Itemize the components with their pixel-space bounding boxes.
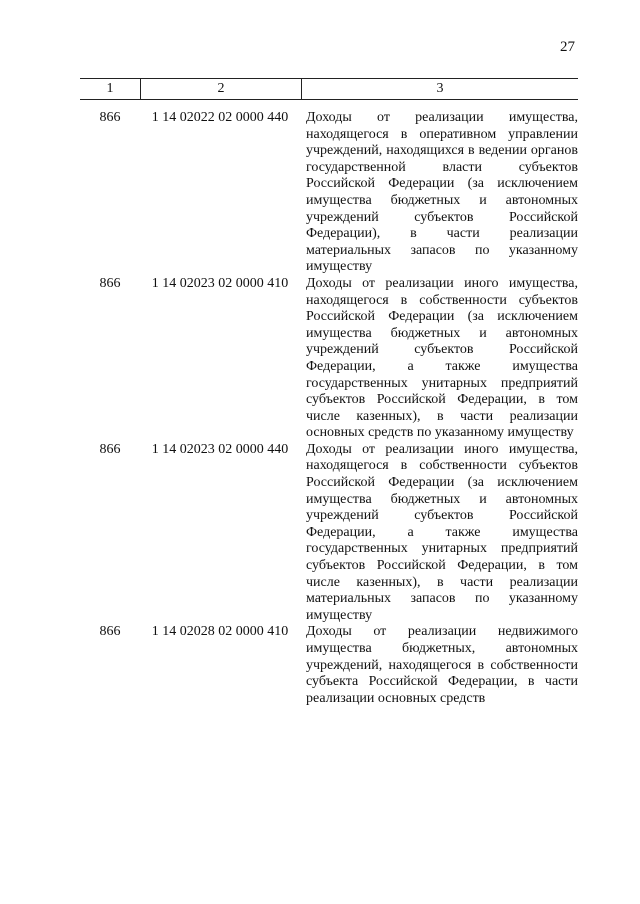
table-row [80, 276, 578, 442]
revenue-code-table [80, 78, 578, 707]
admin-code: 866 [99, 441, 121, 457]
header-col-2: 2 [141, 79, 302, 99]
page-number: 27 [560, 39, 575, 55]
header-col-1: 1 [80, 79, 141, 99]
admin-code: 866 [99, 624, 121, 640]
table-body [80, 110, 578, 707]
budget-code: 1 14 02028 02 0000 410 [151, 624, 289, 640]
table-row [80, 442, 578, 625]
admin-code: 866 [99, 110, 121, 125]
revenue-name: Доходы от реализации иного имущества, находящегося в собственности субъектов Российской Федерации (за исключением имущества бюджетных и автономных учреждений субъектов Российской Федерации, а также имущества государственных унитарных предприятий субъектов Российской Федерации, в том числе казенных), в части реализации основных средств по указанному имуществу [306, 275, 578, 441]
budget-code: 1 14 02022 02 0000 440 [151, 110, 289, 125]
revenue-name: Доходы от реализации иного имущества, находящегося в собственности субъектов Российской Федерации (за исключением имущества бюджетных и автономных учреждений субъектов Российской Федерации, а также имущества государственных унитарных предприятий субъектов Российской Федерации, в том числе казенных), в части реализации материальных запасов по указанному имуществу [306, 441, 578, 623]
table-row [80, 624, 578, 707]
table-header-row [80, 78, 578, 100]
header-col-3: 3 [436, 81, 444, 96]
budget-code: 1 14 02023 02 0000 440 [151, 441, 289, 457]
revenue-name: Доходы от реализации имущества, находящегося в оперативном управлении учреждений, находящихся в ведении органов государственной власти субъектов Российской Федерации (за исключением имущества бюджетных и автономных учреждений субъектов Российской Федерации), в части реализации материальных запасов по указанному имуществу [306, 110, 578, 275]
table-row [80, 110, 578, 276]
admin-code: 866 [99, 275, 121, 291]
budget-code: 1 14 02023 02 0000 410 [151, 275, 289, 291]
revenue-name: Доходы от реализации недвижимого имущества бюджетных, автономных учреждений, находящегося в собственности субъекта Российской Федерации, в части реализации основных средств [306, 624, 578, 706]
